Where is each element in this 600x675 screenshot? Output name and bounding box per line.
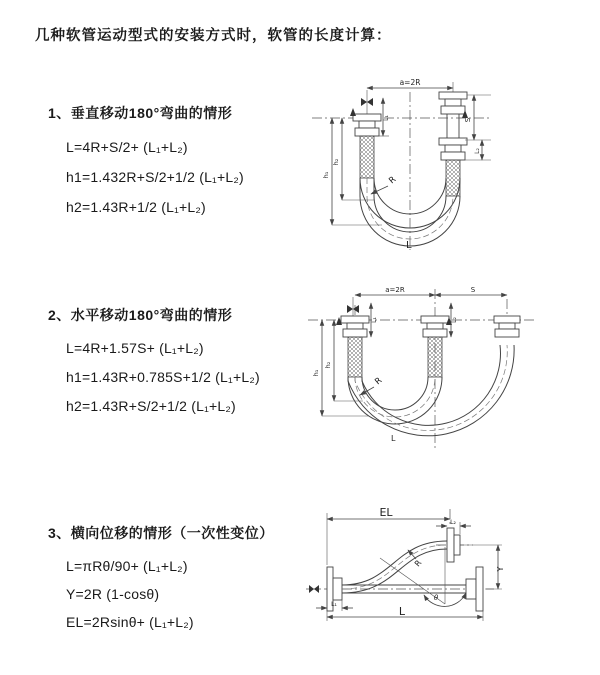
dim-s-label: S [464, 117, 472, 123]
radius-label: R [373, 375, 385, 388]
dim-l2-label: L₂ [451, 317, 458, 323]
right-flange-assembly [439, 92, 467, 196]
diagram-lateral-displacement [298, 503, 598, 661]
dimension-el [327, 506, 450, 565]
formula-line: h1=1.432R+S/2+1/2 (L₁+L₂) [66, 169, 244, 185]
dim-h2-label: h₂ [324, 361, 332, 369]
middle-flange-assembly [421, 316, 449, 377]
formula-line: L=πRθ/90+ (L₁+L₂) [66, 558, 188, 574]
upper-right-flange [447, 528, 460, 562]
diagram-horizontal-180-bend [306, 283, 598, 461]
formula-line: EL=2Rsinθ+ (L₁+L₂) [66, 614, 194, 630]
dim-s-label: S [470, 286, 476, 294]
section-1 [48, 103, 323, 222]
dim-l2-label: L₂ [474, 148, 481, 154]
section-3-formulas [48, 552, 323, 636]
radius-callout [371, 175, 398, 194]
radius-label: R [412, 558, 424, 569]
dim-h1-label: h₁ [322, 171, 330, 179]
dim-l1-label: L₁ [371, 317, 378, 323]
centerlines [306, 509, 494, 589]
radius-label: R [387, 174, 399, 187]
dim-l2-label: L₂ [450, 519, 456, 526]
angle-label: θ [433, 594, 439, 602]
formula-line: L=4R+S/2+ (L₁+L₂) [66, 139, 188, 155]
dimension-l [327, 605, 483, 621]
section-2 [48, 305, 323, 421]
formula-line: Y=2R (1-cosθ) [66, 586, 160, 602]
length-label: L [391, 434, 396, 443]
section-3-heading: 3、横向位移的情形（一次性变位） [48, 525, 274, 541]
weld-symbol [347, 297, 359, 316]
dimension-l1 [371, 303, 378, 337]
diagram-vertical-180-bend [308, 78, 593, 256]
formula-line: h2=1.43R+1/2 (L₁+L₂) [66, 199, 206, 215]
section-1-heading: 1、垂直移动180°弯曲的情形 [48, 105, 233, 121]
dim-el-label: EL [379, 506, 393, 519]
dim-a-label: a=2R [385, 286, 405, 294]
dim-h1-label: h₁ [312, 369, 320, 377]
section-3 [48, 523, 323, 636]
page-title: 几种软管运动型式的安装方式时，软管的长度计算： [35, 28, 392, 44]
section-2-formulas [48, 334, 323, 421]
section-1-formulas [48, 132, 323, 222]
lower-right-flange [466, 567, 483, 611]
dimension-l2 [451, 303, 458, 337]
dim-y-label: Y [496, 566, 505, 572]
length-label: L [406, 240, 412, 251]
length-label: L [398, 605, 406, 618]
dim-h2-label: h₂ [332, 158, 340, 166]
weld-symbol [309, 585, 319, 593]
dim-a-label: a=2R [399, 78, 421, 87]
weld-symbol [361, 90, 373, 114]
right-flange-assembly [494, 316, 520, 337]
dimension-l2 [474, 140, 482, 160]
formula-line: L=4R+1.57S+ (L₁+L₂) [66, 340, 204, 356]
dim-l1-label: L₁ [331, 601, 337, 608]
dimension-a-2r [355, 286, 435, 295]
formula-line: h1=1.43R+0.785S+1/2 (L₁+L₂) [66, 369, 260, 385]
dimension-s [435, 286, 507, 295]
left-flange-assembly [353, 114, 381, 178]
dim-l1-label: L₁ [383, 115, 390, 121]
left-flange-assembly [341, 316, 369, 377]
formula-line: h2=1.43R+S/2+1/2 (L₁+L₂) [66, 398, 236, 414]
centerlines [308, 289, 534, 451]
section-2-heading: 2、水平移动180°弯曲的情形 [48, 307, 233, 323]
